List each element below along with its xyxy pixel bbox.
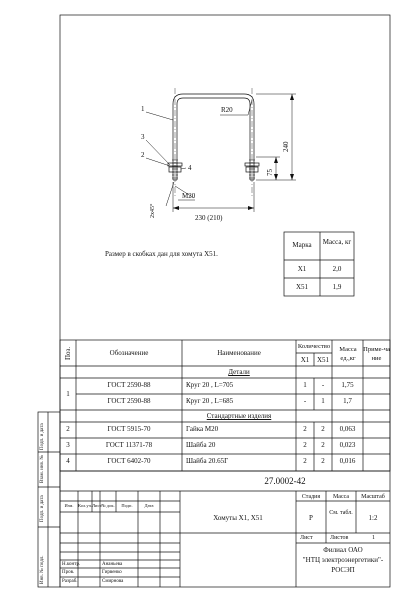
- stamp-col-sheet: Лист: [92, 503, 102, 508]
- callout-1: 1: [141, 105, 145, 113]
- spec-mass: 0,023: [339, 441, 356, 449]
- organization-line: "НТЦ электроэнергетики"-: [302, 556, 384, 564]
- side-replace-label: Взам. инв. №: [40, 454, 45, 483]
- mass-table-header-mark: Марка: [292, 241, 312, 249]
- spec-name: Шайба 20.65Г: [186, 457, 229, 465]
- stamp-col-doc: № док.: [101, 503, 115, 508]
- spec-pos: 1: [66, 390, 70, 398]
- stamp-header-mass: Масса: [332, 494, 350, 500]
- organization-line: Филиал ОАО: [323, 546, 363, 554]
- spec-name: Круг 20 , L=705: [186, 381, 234, 389]
- mass-table-mass: 2,0: [332, 265, 342, 273]
- spec-designation: ГОСТ 2590-88: [107, 397, 151, 405]
- document-title: Хомуты Х1, Х51: [213, 514, 263, 522]
- dim-chamfer: 2x45°: [150, 203, 156, 218]
- callout-3: 3: [141, 133, 145, 141]
- dim-height: 240: [282, 141, 290, 152]
- stamp-stage: Р: [309, 514, 313, 522]
- spec-name: Гайка М20: [186, 425, 219, 433]
- spec-qty-x1: 2: [303, 425, 307, 433]
- spec-designation: ГОСТ 11371-78: [105, 441, 153, 449]
- stamp-sheets-value: 1: [372, 535, 375, 541]
- spec-pos: 3: [66, 441, 70, 449]
- drawing-note: Размер в скобках дан для хомута Х51.: [105, 250, 218, 258]
- spec-header-mass: Масса ед.,кг: [339, 346, 357, 363]
- spec-header-qty: Количество: [297, 343, 331, 350]
- spec-qty-x51: 1: [321, 397, 325, 405]
- spec-mass: 0,016: [339, 457, 356, 465]
- mass-table-header-mass: Масса, кг: [322, 238, 352, 246]
- stamp-mass: См. табл.: [329, 510, 353, 516]
- stamp-sheet: Лист: [300, 535, 313, 541]
- spec-designation: ГОСТ 5915-70: [107, 425, 151, 433]
- spec-pos: 2: [66, 425, 70, 433]
- stamp-person: Гирвенко: [102, 570, 122, 575]
- spec-designation: ГОСТ 6402-70: [107, 457, 151, 465]
- stamp-person: Ананьева: [102, 562, 123, 567]
- stamp-role: Разраб.: [62, 579, 78, 584]
- stamp-role: Пров.: [62, 570, 75, 575]
- spec-header-pos: Поз.: [64, 346, 72, 360]
- spec-mass: 1,7: [343, 397, 352, 405]
- stamp-header-scale: Масштаб: [361, 494, 385, 500]
- spec-mass: 1,75: [341, 381, 354, 389]
- dim-thread-length: 75: [266, 169, 274, 176]
- spec-qty-x51: 2: [321, 425, 325, 433]
- stamp-header-stage: Стадия: [301, 494, 321, 500]
- spec-header-x1: Х1: [300, 356, 310, 364]
- stamp-role: Н.контр.: [62, 562, 81, 567]
- spec-header-note: Приме-чание: [363, 346, 390, 363]
- spec-pos: 4: [66, 457, 70, 465]
- side-inv-label: Инв. № подл.: [40, 555, 45, 584]
- organization-line: РОСЭП: [331, 566, 355, 574]
- stamp-person: Смирнова: [102, 579, 124, 584]
- stamp-col-sign: Подп.: [121, 503, 133, 508]
- spec-name: Круг 20 , L=685: [186, 397, 234, 405]
- stamp-col-date: Дата: [144, 503, 154, 508]
- side-sign-label: Подп. и дата: [40, 495, 45, 522]
- side-sign-label: Подп. и дата: [40, 423, 45, 450]
- dim-thread: M20: [182, 192, 196, 200]
- dim-radius: R20: [221, 106, 233, 114]
- spec-qty-x1: 2: [303, 441, 307, 449]
- spec-qty-x1: 2: [303, 457, 307, 465]
- mass-table-mark: Х51: [295, 283, 309, 291]
- stamp-scale: 1:2: [368, 514, 378, 522]
- callout-2: 2: [141, 151, 145, 159]
- spec-section-details: Детали: [228, 368, 250, 376]
- spec-mass: 0,063: [339, 425, 356, 433]
- mass-table-mass: 1,9: [332, 283, 342, 291]
- spec-qty-x51: -: [321, 381, 325, 389]
- spec-designation: ГОСТ 2590-88: [107, 381, 151, 389]
- stamp-col-qty: Кол.уч.: [78, 503, 92, 508]
- spec-name: Шайба 20: [186, 441, 216, 449]
- spec-qty-x1: 1: [303, 381, 307, 389]
- callout-4: 4: [188, 164, 192, 172]
- spec-qty-x51: 2: [321, 457, 325, 465]
- spec-header-designation: Обозначение: [109, 349, 149, 357]
- spec-header-name: Наименование: [217, 349, 261, 357]
- stamp-col-change: Изм.: [64, 503, 74, 508]
- mass-table-mark: Х1: [297, 265, 307, 273]
- spec-header-x51: Х51: [316, 356, 330, 364]
- spec-section-standard: Стандартные изделия: [206, 412, 272, 420]
- spec-qty-x1: -: [303, 397, 307, 405]
- stamp-sheets: Листов: [330, 535, 349, 541]
- document-code: 27.0002-42: [264, 476, 306, 486]
- dim-width: 230 (210): [195, 214, 223, 222]
- spec-qty-x51: 2: [321, 441, 325, 449]
